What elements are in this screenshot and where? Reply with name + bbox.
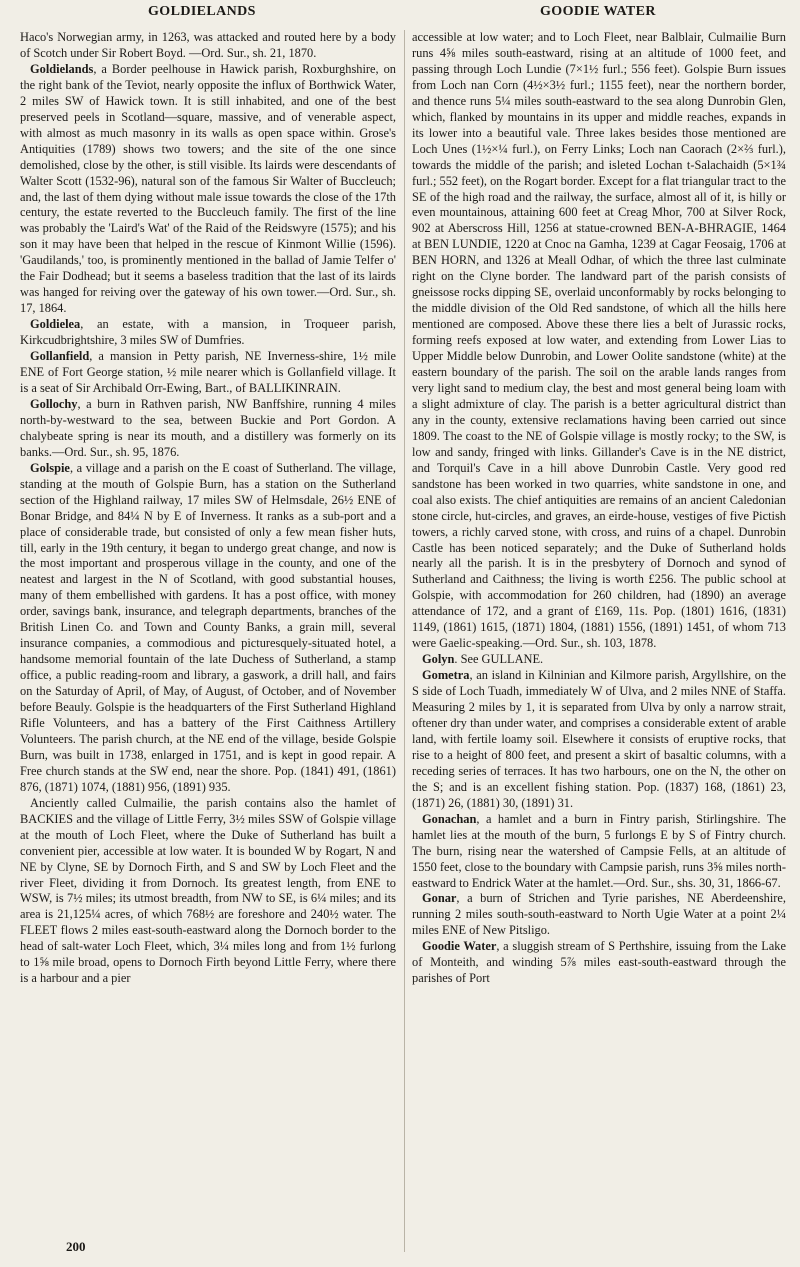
entry-text: , a burn in Rathven parish, NW Banffshire, running 4 miles north-by-westward to the sea, between Buckie and Port Gordon. A chalybeate spring is near its mouth, and a distillery was formerly on its banks.—Ord. Sur., sh. 95, 1876. — [20, 396, 396, 459]
entry-text: , a hamlet and a burn in Fintry parish, Stirlingshire. The hamlet lies at the mouth of the burn, 5 furlongs E by S of Fintry church. The burn, rising near the watershed of Campsie Fells, at an altitude of 1550 feet, close to the boundary with Campsie parish, runs 3⅝ miles north-eastward to Endrick Water at the hamlet.—Ord. Sur., shs. 30, 31, 1866-67. — [412, 811, 786, 890]
entry-headword: Gonachan — [422, 811, 477, 826]
entry-text: , a Border peelhouse in Hawick parish, Roxburghshire, on the right bank of the Teviot, nearly opposite the influx of Borthwick Water, 2 miles SW of Hawick town. It is still inhabited, and one of the best preserved peels in Scotland—square, massive, and of venerable aspect, with almost as much masonry in its walls as open space within. Grose's Antiquities (1789) shows two towers; and the site of the one since demolished, close by the other, is still visible. Its lairds were descendants of Walter Scott (1532-96), natural son of the famous Sir Walter of Buccleuch; and, the last of them dying without male issue towards the close of the 17th century, the estate reverted to the Buccleuch family. The first of the line was probably the 'Laird's Wat' of the Raid of the Reidswyre (1575); and his son it may have been that helped in the rescue of Kinmont Willie (1596). 'Gaudilands,' too, is prominently mentioned in the ballad of Jamie Telfer o' the Fair Dodhead; but it seems a baseless tradition that the last of its lairds was hanged for reiving over the gateway of his own tower.—Ord. Sur., sh. 17, 1864. — [20, 61, 396, 316]
left-column — [20, 30, 396, 1252]
entry-headword: Gollochy — [30, 396, 78, 411]
entry-text: Anciently called Culmailie, the parish contains also the hamlet of BACKIES and the village of Little Ferry, 3½ miles SSW of Golspie village at the mouth of Loch Fleet, where the Duke of Sutherland has built a convenient pier, accessible at low water. It is bounded W by Rogart, N and NE by Clyne, SE by Dornoch Firth, and S and SW by Loch Fleet and the river Fleet, dividing it from Dornoch. Its greatest length, from ENE to WSW, is 7½ miles; its utmost breadth, from NW to SE, is 6¼ miles; and its area is 21,125¼ acres, of which 768½ are foreshore and 240½ water. The FLEET flows 2 miles east-south-eastward along the Dornoch border to the head of salt-water Loch Fleet, which, 3¼ miles long and from 1½ furlong to 1⅝ mile broad, opens to Dornoch Firth beyond Little Ferry, where there is a harbour and a pier — [20, 795, 396, 986]
gazetteer-entry — [20, 317, 396, 349]
gazetteer-entry — [412, 812, 786, 892]
entry-text: , a sluggish stream of S Perthshire, issuing from the Lake of Monteith, and winding 5⅞ miles east-south-eastward through the parishes of Port — [412, 939, 786, 986]
gazetteer-entry — [412, 652, 786, 668]
entry-headword: Goldielea — [30, 317, 81, 332]
entry-headword: Goldielands — [30, 61, 94, 76]
page-number: 200 — [66, 1239, 86, 1254]
header-right-word: GOODIE WATER — [540, 4, 656, 19]
entry-headword: Gonar — [422, 891, 457, 906]
gazetteer-entry — [412, 668, 786, 812]
gazetteer-entry — [412, 891, 786, 939]
entry-text: , an estate, with a mansion, in Troqueer parish, Kirkcudbrightshire, 3 miles SW of Dumfries. — [20, 317, 396, 348]
header-left-word: GOLDIELANDS — [148, 4, 256, 19]
right-column — [412, 30, 786, 1252]
entry-paragraph — [20, 796, 396, 987]
gazetteer-entry — [20, 397, 396, 461]
column-divider — [404, 30, 405, 1252]
gazetteer-entry — [20, 62, 396, 317]
entry-headword: Golyn — [422, 652, 455, 667]
entry-headword: Goodie Water — [422, 939, 497, 954]
entry-headword: Gollanfield — [30, 349, 90, 364]
entry-text: , an island in Kilninian and Kilmore parish, Argyllshire, on the S side of Loch Tuadh, immediately W of Ulva, and 2 miles NNE of Staffa. Measuring 2 miles by 1, it is separated from Ulva by only a narrow strait, oftener dry than under water, and comprises a considerable extent of arable land, with fertile loamy soil. Elsewhere it consists of eruptive rocks, that rise to a height of 800 feet, and present a skirt of basaltic columns, with a receding series of terraces. It has two harbours, one on the N, the other on the S; and is an excellent fishing station. Pop. (1837) 168, (1861) 23, (1871) 26, (1881) 30, (1891) 31. — [412, 668, 786, 810]
entry-text: Haco's Norwegian army, in 1263, was attacked and routed here by a body of Scotch under Sir Robert Boyd. —Ord. Sur., sh. 21, 1870. — [20, 30, 396, 60]
continued-text — [412, 30, 786, 652]
entry-text: , a village and a parish on the E coast of Sutherland. The village, standing at the mouth of Golspie Burn, has a station on the Sutherland section of the Highland railway, 17 miles SW of Helmsdale, 26½ ENE of Bonar Bridge, and 84¼ N by E of Inverness. It ranks as a sub-port and a place of considerable trade, but consisted of only a few mean fisher huts, till, early in the 19th century, it began to undergo great change, and now is the most important and prosperous village in the county, and one of the neatest and largest in the N of Scotland, with good substantial houses, many of them embellished with gardens. It has a post office, with money order, savings bank, insurance, and telegraph departments, branches of the British Linen Co. and Town and County Banks, a grain mill, several insurance companies, a commodious and picturesquely-situated hotel, a handsome memorial fountain of the late Duchess of Sutherland, a stamp office, a public reading-room and library, a gaswork, a drill hall, and fairs on the Saturday of April, of May, of August, of October, and of November before Beauly. Golspie is the headquarters of the First Sutherland Highland Rifle Volunteers, and has a battery of the First Caithness Artillery Volunteers. The parish church, at the NE end of the village, beside Golspie Burn, was built in 1738, enlarged in 1751, and is kept in good repair. A Free church stands at the SW end, near the shore. Pop. (1841) 491, (1861) 876, (1871) 1074, (1881) 956, (1891) 935. — [20, 460, 396, 794]
entry-text: , a burn of Strichen and Tyrie parishes, NE Aberdeenshire, running 2 miles south-south-eastward to North Ugie Water at a point 2¼ miles ENE of New Pitsligo. — [412, 891, 786, 938]
entry-text: . See GULLANE. — [454, 652, 544, 667]
entry-headword: Golspie — [30, 460, 70, 475]
entry-text: accessible at low water; and to Loch Fleet, near Balblair, Culmailie Burn runs 4⅝ miles south-eastward, rising at an altitude of 1000 feet, and passing through Loch Lundie (7×1½ furl.; 556 feet). Golspie Burn issues from Loch nan Corn (4½×3½ furl.; 1155 feet), near the northern border, and thence runs 5¼ miles south-eastward to the sea along Dunrobin Glen, which, flanked by mountains in its upper and middle reaches, expands in its lower into a beautiful vale. Three lakes besides those mentioned are Loch Unes (1½×¼ furl.), on Ferry Links; Loch nan Caorach (2×⅔ furl.), towards the middle of the parish; and isleted Lochan t-Salachaidh (5×1¾ furl.; 552 feet), on the Rogart border. Except for a flat triangular tract to the SE of the high road and the railway, the surface, almost all of it, is hilly or even mountainous, attaining 600 feet at Creag Mhor, 700 at Silver Rock, 902 at Aberscross Hill, 1256 at statue-crowned BEN-A-BHRAGIE, 1464 at BEN LUNDIE, 1220 at Cnoc na Gamha, 1239 at Cagar Feosaig, 1706 at BEN HORN, and 1326 at Meall Odhar, of which the three last culminate right on the Clyne border. The landward part of the parish consists of gneissose rocks dipping SE, overlaid unconformably by rocks belonging to the middle division of the Old Red sandstone, of which all the hills here mentioned are composed. Above these there lies a belt of Jurassic rocks, forming reefs exposed at low water, and extending from Lower Lias to Upper Middle below Dunrobin, and Lower Oolite sandstone (white) at the eastern boundary of the parish. The soil on the arable lands ranges from very light sand to medium clay, the best and most general being loam with a slight admixture of clay. The parish is a better agricultural district than any in the county, extensive reclamations having been carried out since 1809. The coast to the NE of Golspie village is mostly rocky; to the SW, is low and sandy, fringed with links. Gillander's Cave is in the NE district, and Torquil's Cave in a hill above Dunrobin Castle. Very good red sandstone has been worked in two quarries, white sandstone in one, and coal also exists. The chief antiquities are remains of an ancient Caledonian stone circle, hut-circles, and graves, an eirde-house, vestiges of five Pictish towers, a richly carved stone, with cross, and ruins of a chapel. Dunrobin Castle has been noticed separately; and the Duke of Sutherland holds nearly all the parish. It is in the presbytery of Dornoch and synod of Sutherland and Caithness; the living is worth £256. The public school at Golspie, with accommodation for 260 children, had (1890) an average attendance of 172, and a grant of £169, 11s. Pop. (1801) 1616, (1831) 1149, (1861) 1615, (1871) 1804, (1881) 1556, (1891) 1451, of whom 713 were Gaelic-speaking.—Ord. Sur., sh. 103, 1878. — [412, 30, 786, 651]
gazetteer-entry — [20, 349, 396, 397]
entry-headword: Gometra — [422, 668, 470, 683]
entry-text: , a mansion in Petty parish, NE Inverness-shire, 1½ mile ENE of Fort George station, ½ mile nearer which is Gollanfield village. It is a seat of Sir Archibald Orr-Ewing, Bart., of BALLIKINRAIN. — [20, 349, 396, 395]
gazetteer-entry — [412, 939, 786, 987]
continued-text — [20, 30, 396, 62]
gazetteer-entry — [20, 461, 396, 796]
running-header — [0, 2, 800, 24]
